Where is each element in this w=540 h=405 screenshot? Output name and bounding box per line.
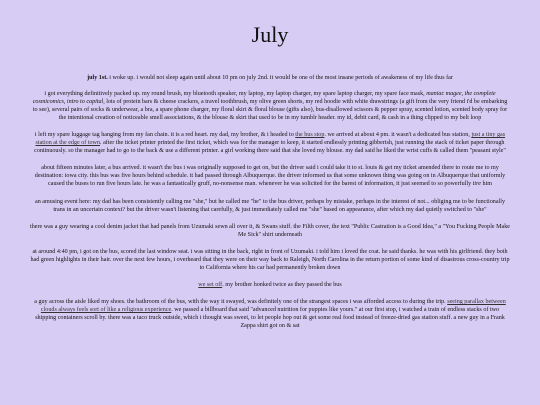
- entry-paragraph-6: [30, 223, 510, 239]
- paragraph-text: i left my spare luggage tag hanging from my fan chain. it is a red heart. my dad, my brother, & i headed to: [34, 132, 296, 139]
- paragraph-text: a guy across the aisle liked my shoes. the bathroom of the bus, with the way it swayed, was definitely one of the strangest spaces i was afforded access to during the trip.: [34, 298, 448, 305]
- entry-paragraph-3: [30, 131, 510, 155]
- entry-date: july 1st.: [87, 75, 108, 81]
- set-off-link[interactable]: we set off: [198, 281, 223, 288]
- paragraph-text: . we passed a billboard that said "advanced nutrition for puppies like yours." at our first stop, i watched a train of endless stacks of two shipping containers scroll by. there was a taco truck outside, which i thought was sweet, to let people hop out & get some real food instead of freeze-dried gas station stuff. a new guy in a Frank Zappa shirt got on & sat: [35, 306, 505, 330]
- gas-station-link[interactable]: just a tiny gas station at the edge of town: [35, 132, 506, 147]
- bus-stop-link[interactable]: the bus stop: [295, 132, 325, 139]
- paragraph-text: . we arrived at about 4 pm. it wasn't a dedicated bus station,: [324, 132, 472, 139]
- entry-paragraph-2: [30, 90, 510, 122]
- entry-paragraph-1: [30, 74, 510, 82]
- paragraph-text: there was a guy wearing a cool denim jacket that had panels from Uzumaki sewn all over it, & Swans stuff. the Filth cover, the text "Public Castration is a Good Idea," a "You Fucking People Make Me Sick" shirt underneath: [30, 223, 510, 238]
- entry-paragraph-7: [30, 248, 510, 272]
- emphasis-text: tire: [472, 181, 481, 188]
- paragraph-text: at around 4:40 pm, i got on the bus, scored the last window seat. i was sitting in the back, right in front of Uzumaki. i told him i loved the coat. he said thanks. he was with his girlfriend. they both had green highlights in their hair. over the next few hours, i overheard that they were on their way back to Raleigh, North Carolina in the return portion of some kind of disastrous cross-country trip to California where his car had permanently broken down: [30, 248, 510, 271]
- entry-paragraph-9: [30, 298, 510, 330]
- paragraph-text: . my brother honked twice as they passed the bus: [222, 281, 342, 288]
- paragraph-text: , lots of protein bars & cheese crackers, a travel toothbrush, my olive green shorts, my red hoodie with white drawstrings (a gift from the very friend i'd be embarking to see), several pairs of socks & underwear, a bra, a spare phone charger, my floral skirt & floral blouse (gifts also), bus-disallowed scissors & pepper spray, scented lotion, scented body spray for the intentional creation of noticeable smell associations, & the blouse & skirt that used to be in my tumblr header. my id, debit card, & cash in a thing clipped to my belt loop: [32, 99, 508, 122]
- parallax-link[interactable]: seeing parallax between clouds always feels sort of like a religious experience: [40, 298, 506, 313]
- journal-entry: [30, 74, 510, 339]
- paragraph-text: . after the ticket printer printed the first ticket, which was for the manager to keep, it started endlessly printing gibberish, just running the stack of ticket paper through continuously. so the manager had to go to the back & use a different printer. a girl working there said that she loved my blouse. my dad said he liked the wrist cuffs & called them "peasant style": [34, 140, 506, 155]
- entry-paragraph-8: [30, 281, 510, 289]
- book-titles: maniac magee, the complete cosmicomics, intro to capital: [32, 91, 496, 106]
- paragraph-text: an amusing event here: my dad has been consistently calling me "she," but he called me "he" to the bus driver, perhaps by mistake, perhaps in the interest of not... obliging me to be functionally trans in an uncertain context? but the driver wasn't listening that carefully, & just immediately called me "she" based on appearance, after which my dad quietly switched to "she": [34, 198, 505, 213]
- page-title: July: [251, 22, 289, 47]
- paragraph-text: him: [480, 181, 492, 188]
- paragraph-text: i woke up. i would not sleep again until about 10 pm on july 2nd. it would be one of the most insane periods of awakeness of my life thus far: [107, 75, 453, 81]
- entry-paragraph-4: [30, 164, 510, 188]
- entry-paragraph-5: [30, 198, 510, 214]
- paragraph-text: i got everything definitively packed up. my round brush, my bluetooth speaker, my laptop, my laptop charger, my spare laptop charger, my spare face mask,: [44, 91, 427, 98]
- paragraph-text: about fifteen minutes later, a bus arrived. it wasn't the bus i was originally supposed to get on, but the driver said i could take it to st. louis & get my ticket amended there to route me to my destination: iowa city. this bus was five hours behind schedule. it had passed through Albuquerque. the driver informed us that some unknown thing was going on in Albuquerque that uniformly caused the buses to run five hours late. he was a fantastically gruff, no-nonsense man. whenever he was solicited for the barest of information, it just seemed to so powerfully: [34, 165, 506, 188]
